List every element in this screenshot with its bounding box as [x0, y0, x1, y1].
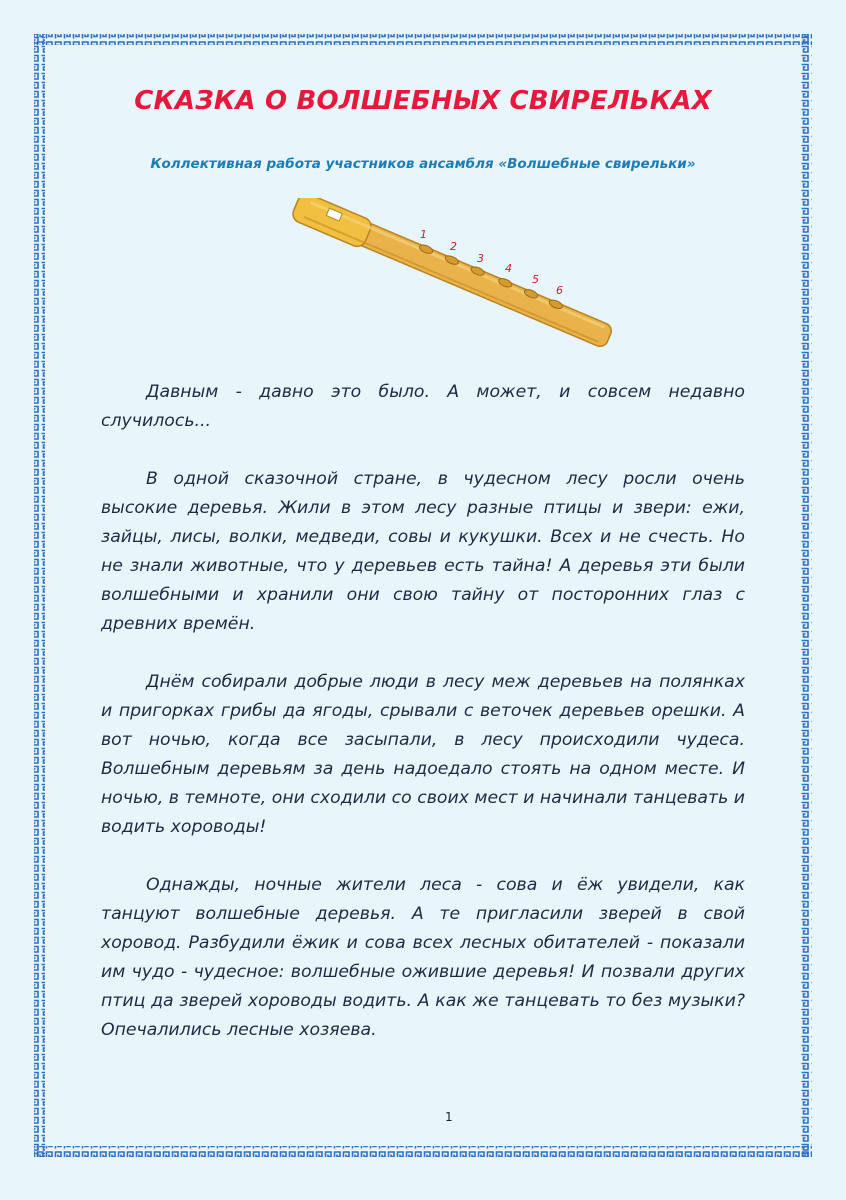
border-top: [34, 34, 812, 45]
page-title: СКАЗКА О ВОЛШЕБНЫХ СВИРЕЛЬКАХ: [134, 86, 712, 116]
flute-hole-label: 2: [450, 240, 457, 253]
paragraph: Давным - давно это было. А может, и совсем недавно случилось...: [101, 382, 745, 431]
flute-hole-label: 6: [556, 284, 563, 297]
flute-hole-label: 4: [505, 262, 512, 275]
flute-illustration: [284, 198, 624, 348]
paragraph: Однажды, ночные жители леса - сова и ёж увидели, как танцуют волшебные деревья. А те пригласили зверей в свой хоровод. Разбудили ёжик и сова всех лесных обитателей - показали им чудо - чудесное: волшебные ожившие деревья! И позвали других птиц да зверей хороводы водить. А как же танцевать то без музыки? Опечалились лесные хозяева.: [101, 875, 745, 1040]
page-subtitle: Коллективная работа участников ансамбля «Волшебные свирельки»: [150, 156, 696, 172]
story-text: [101, 378, 745, 1074]
page-number: 1: [445, 1110, 453, 1124]
paragraph: В одной сказочной стране, в чудесном лесу росли очень высокие деревья. Жили в этом лесу разные птицы и звери: ежи, зайцы, лисы, волки, медведи, совы и кукушки. Всех и не счесть. Но не знали животные, что у деревьев есть тайна! А деревья эти были волшебными и хранили они свою тайну от посторонних глаз с древних времён.: [101, 469, 745, 634]
border-bottom: [34, 1146, 812, 1157]
paragraph: Днём собирали добрые люди в лесу меж деревьев на полянках и пригорках грибы да ягоды, срывали с веточек деревьев орешки. А вот ночью, когда все засыпали, в лесу происходили чудеса. Волшебным деревьям за день надоедало стоять на одном месте. И ночью, в темноте, они сходили со своих мест и начинали танцевать и водить хороводы!: [101, 672, 745, 837]
flute-hole-label: 3: [477, 252, 484, 265]
flute-hole-label: 5: [532, 273, 539, 286]
flute-hole-label: 1: [420, 228, 427, 241]
border-right: [801, 34, 812, 1157]
border-left: [34, 34, 45, 1157]
